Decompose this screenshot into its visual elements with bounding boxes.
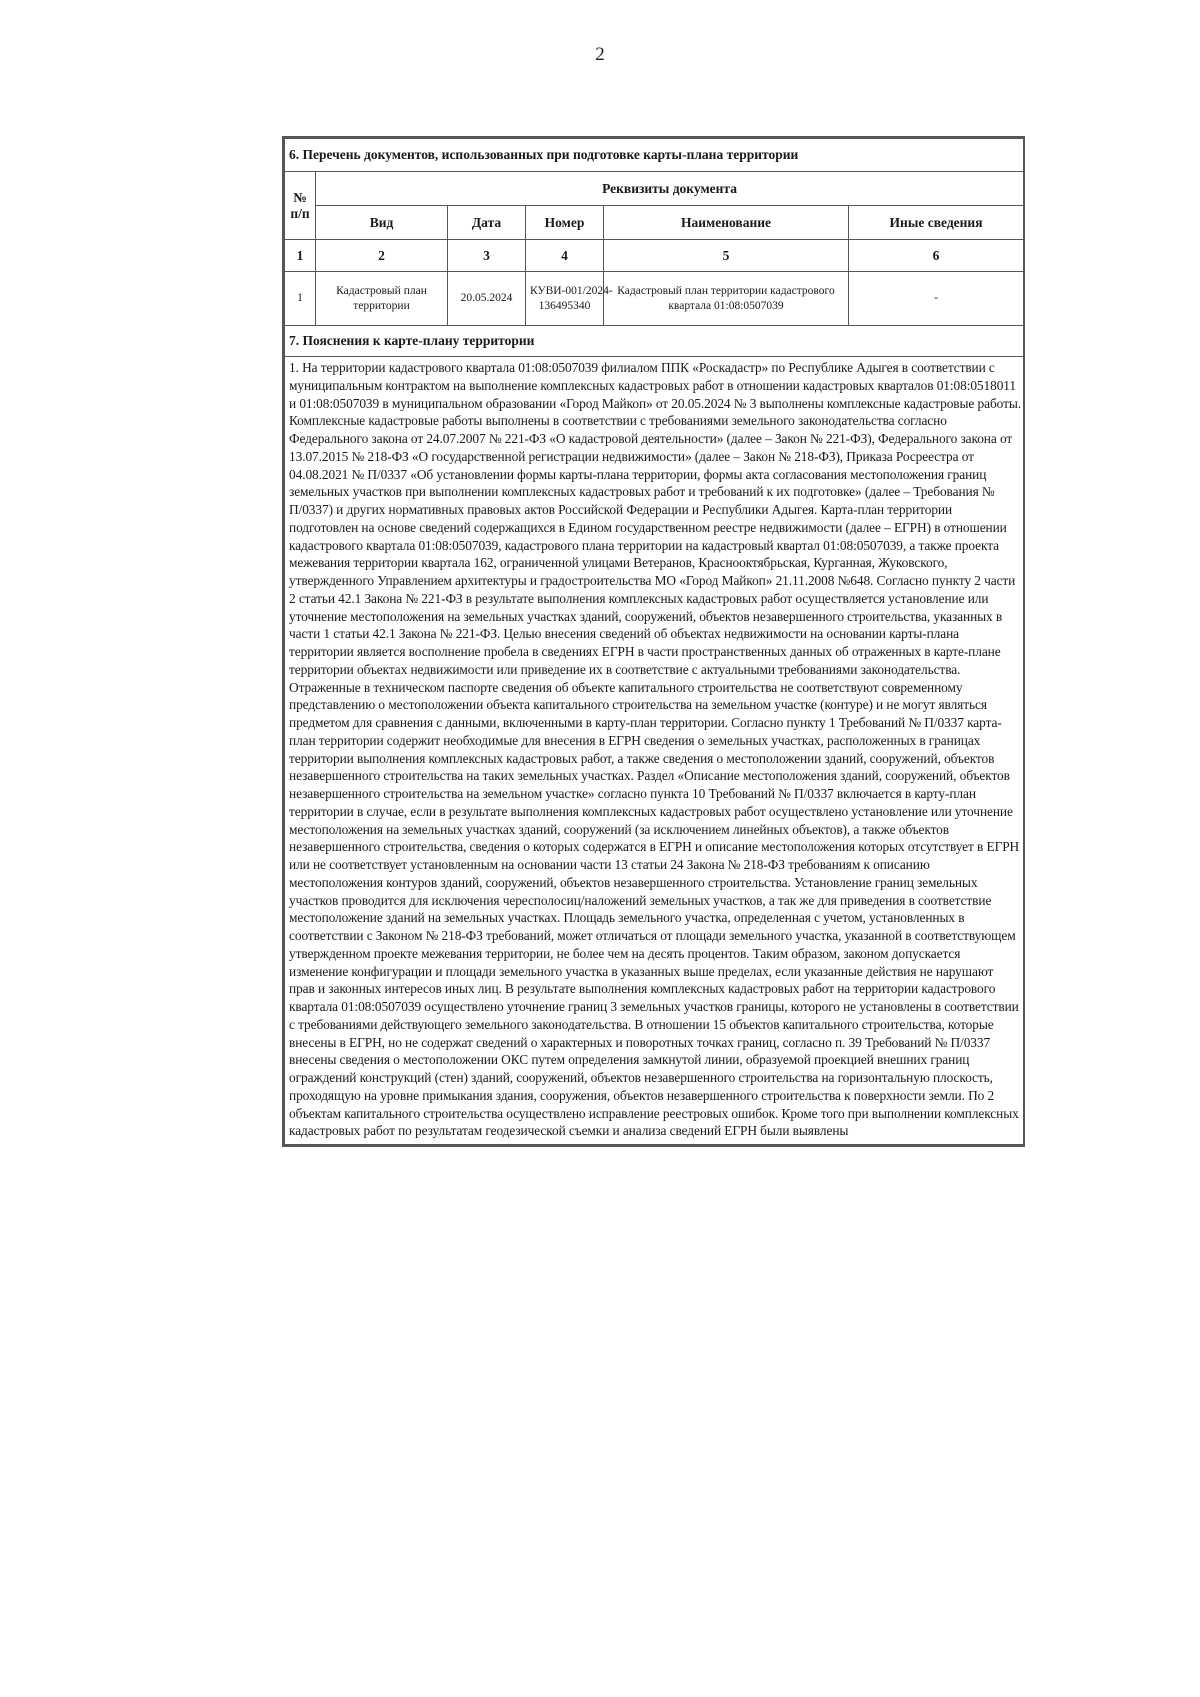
column-number-2: 2 (316, 240, 448, 272)
header-other: Иные сведения (849, 206, 1024, 240)
row-name: Кадастровый план территории кадастрового квартала 01:08:0507039 (604, 272, 849, 326)
row-kind: Кадастровый план территории (316, 272, 448, 326)
column-number-3: 3 (448, 240, 526, 272)
section6-title: 6. Перечень документов, использованных при подготовке карты-плана территории (285, 139, 1024, 172)
column-number-4: 4 (526, 240, 604, 272)
column-number-1: 1 (285, 240, 316, 272)
header-number: Номер (526, 206, 604, 240)
document-frame (282, 136, 1025, 1147)
header-date: Дата (448, 206, 526, 240)
documents-table (284, 138, 1024, 1145)
row-number: КУВИ-001/2024-136495340 (526, 272, 604, 326)
row-date: 20.05.2024 (448, 272, 526, 326)
row-num: 1 (285, 272, 316, 326)
section7-title: 7. Пояснения к карте-плану территории (285, 326, 1024, 357)
column-number-5: 5 (604, 240, 849, 272)
header-num: № п/п (285, 172, 316, 240)
header-name: Наименование (604, 206, 849, 240)
header-group: Реквизиты документа (316, 172, 1024, 206)
column-number-6: 6 (849, 240, 1024, 272)
header-kind: Вид (316, 206, 448, 240)
section7-text: 1. На территории кадастрового квартала 01:08:0507039 филиалом ППК «Роскадастр» по Республике Адыгея в соответствии с муниципальным контрактом на выполнение комплексных кадастровых работ в отношении кадастровых кварталов 01:08:0518011 и 01:08:0507039 в муниципальном образовании «Город Майкоп» от 20.05.2024 № 3 выполнены комплексные кадастровые работы. Комплексные кадастровые работы выполнены в соответствии с требованиями земельного законодательства согласно Федерального закона от 24.07.2007 № 221-ФЗ «О кадастровой деятельности» (далее – Закон № 221-ФЗ), Федерального закона от 13.07.2015 № 218-ФЗ «О государственной регистрации недвижимости» (далее – Закон № 218-ФЗ), Приказа Росреестра от 04.08.2021 № П/0337 «Об установлении формы карты-плана территории, формы акта согласования местоположения границ земельных участков при выполнении комплексных кадастровых работ и требований к их подготовке» (далее – Требования № П/0337) и других нормативных правовых актов Российской Федерации и Республики Адыгея. Карта-план территории подготовлен на основе сведений содержащихся в Едином государственном реестре недвижимости (далее – ЕГРН) в отношении кадастрового квартала 01:08:0507039, кадастрового плана территории на кадастровый квартал 01:08:0507039, а также проекта межевания территории квартала 162, ограниченной улицами Ветеранов, Краснооктябрьская, Курганная, Жуковского, утвержденного Управлением архитектуры и градостроительства МО «Город Майкоп» 21.11.2008 №648. Согласно пункту 2 части 2 статьи 42.1 Закона № 221-ФЗ в результате выполнения комплексных кадастровых работ осуществляется установление или уточнение местоположения на земельных участках зданий, сооружений, объектов незавершенного строительства, указанных в части 1 статьи 42.1 Закона № 221-ФЗ. Целью внесения сведений об объектах недвижимости на основании карты-плана территории является восполнение пробела в сведениях ЕГРН в части пространственных данных об отраженных в карте-плане территории объектах недвижимости или приведение их в соответствие с актуальными требованиями законодательства. Отраженные в техническом паспорте сведения об объекте капитального строительства не соответствуют современному представлению о местоположении объекта капитального строительства на земельном участке (контуре) и не могут являться предметом для сравнения с данными, включенными в карту-план территории. Согласно пункту 1 Требований № П/0337 карта-план территории содержит необходимые для внесения в ЕГРН сведения о земельных участках, расположенных в границах территории выполнения комплексных кадастровых работ, а также сведения о местоположении зданий, сооружений, объектов незавершенного строительства на таких земельных участках. Раздел «Описание местоположения зданий, сооружений, объектов незавершенного строительства на земельном участке» согласно пункта 10 Требований № П/0337 включается в карту-план территории в случае, если в результате выполнения комплексных кадастровых работ осуществлено установление или уточнение местоположения на земельных участках зданий, сооружений (за исключением линейных объектов), а также объектов незавершенного строительства, сведения о которых содержатся в ЕГРН и описание местоположения которых отсутствует в ЕГРН или не соответствует установленным на основании части 13 статьи 24 Закона № 218-ФЗ требованиям к описанию местоположения контуров зданий, сооружений, объектов незавершенного строительства. Установление границ земельных участков проводится для исключения чересполосиц/наложений земельных участков, а так же для приведения в соответствие местоположение зданий на земельных участках. Площадь земельного участка, определенная с учетом, установленных в соответствии с Законом № 218-ФЗ требований, может отличаться от площади земельного участка, указанной в соответствующем утвержденном проекте межевания территории, не более чем на десять процентов. Таким образом, законом допускается изменение конфигурации и площади земельного участка в указанных выше пределах, если указанные действия не нарушают прав и законных интересов иных лиц. В результате выполнения комплексных кадастровых работ на территории кадастрового квартала 01:08:0507039 осуществлено уточнение границ 3 земельных участков границы, которого не установлены в соответствии с требованиями действующего земельного законодательства. В отношении 15 объектов капитального строительства, которые внесены в ЕГРН, но не содержат сведений о характерных и поворотных точках границ, согласно п. 39 Требований № П/0337 внесены сведения о местоположении ОКС путем определения замкнутой линии, образуемой проекцией внешних границ ограждений конструкций (стен) зданий, сооружений, объектов незавершенного строительства на горизонтальную плоскость, проходящую на уровне примыкания здания, сооружения, объектов незавершенного строительства к поверхности земли. По 2 объектам капитального строительства осуществлено исправление реестровых ошибок. Кроме того при выполнении комплексных кадастровых работ по результатам геодезической съемки и анализа сведений ЕГРН были выявлены (285, 357, 1024, 1145)
page-number: 2 (595, 44, 605, 65)
table-row (285, 272, 1024, 326)
row-other: - (849, 272, 1024, 326)
